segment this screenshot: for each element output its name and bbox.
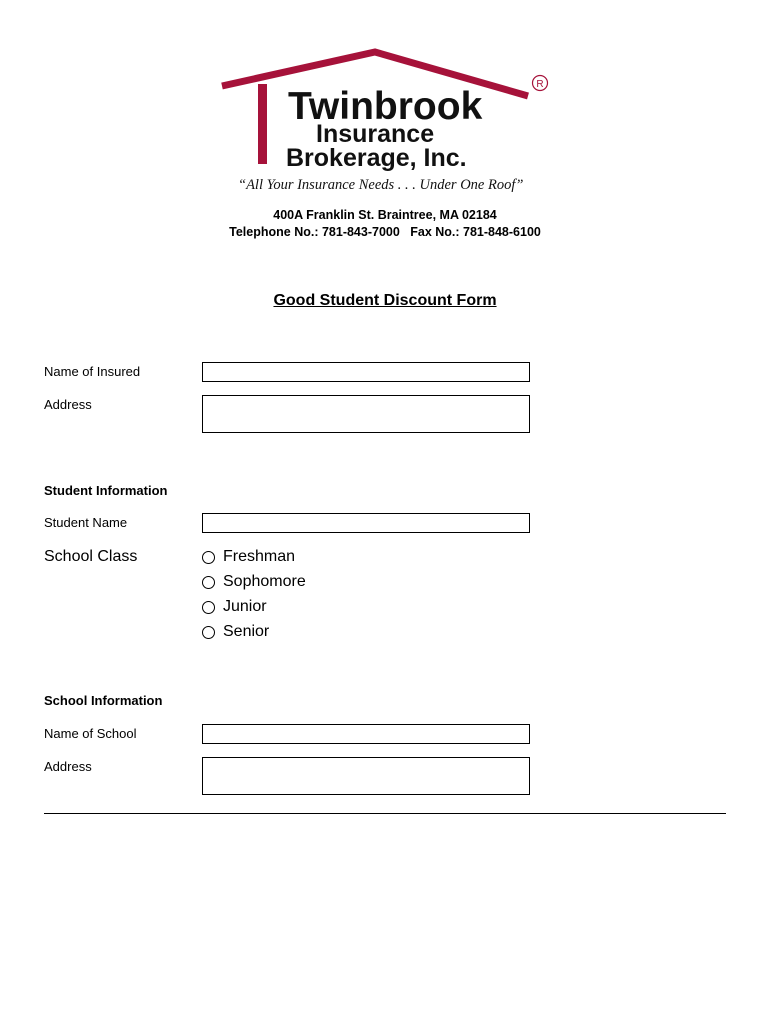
radio-junior-circle[interactable] <box>202 601 215 614</box>
radio-freshman[interactable] <box>202 547 295 567</box>
insured-address-label: Address <box>44 397 92 412</box>
company-name-line1: Twinbrook <box>288 85 483 128</box>
school-name-field[interactable] <box>202 724 530 744</box>
radio-sophomore-circle[interactable] <box>202 576 215 589</box>
student-name-label: Student Name <box>44 515 128 530</box>
company-tagline: “All Your Insurance Needs . . . Under One Roof” <box>238 177 524 193</box>
radio-senior[interactable] <box>202 622 269 642</box>
radio-junior-label: Junior <box>223 598 267 615</box>
company-logo <box>220 46 550 198</box>
student-information-heading: Student Information <box>44 483 168 498</box>
school-name-label: Name of School <box>44 726 137 741</box>
student-name-field[interactable] <box>202 513 530 533</box>
company-name-line3: Brokerage, Inc. <box>286 144 467 172</box>
name-of-insured-label: Name of Insured <box>44 364 141 379</box>
radio-freshman-circle[interactable] <box>202 551 215 564</box>
school-address-field[interactable] <box>202 757 530 795</box>
radio-senior-circle[interactable] <box>202 626 215 639</box>
registered-mark: R <box>536 79 544 90</box>
radio-senior-label: Senior <box>223 623 270 640</box>
radio-freshman-label: Freshman <box>223 548 296 565</box>
insured-address-field[interactable] <box>202 395 530 433</box>
radio-junior[interactable] <box>202 597 267 617</box>
radio-sophomore-label: Sophomore <box>223 573 306 590</box>
school-class-label: School Class <box>44 548 138 565</box>
name-of-insured-field[interactable] <box>202 362 530 382</box>
form-title: Good Student Discount Form <box>273 292 497 309</box>
company-name-line2: Insurance <box>316 120 435 148</box>
contact-phone-fax: Telephone No.: 781-843-7000 Fax No.: 781-848-6100 <box>229 225 541 239</box>
school-address-label: Address <box>44 759 92 774</box>
school-information-heading: School Information <box>44 693 163 708</box>
contact-address: 400A Franklin St. Braintree, MA 02184 <box>273 208 497 222</box>
bottom-divider <box>44 813 726 814</box>
radio-sophomore[interactable] <box>202 572 306 592</box>
